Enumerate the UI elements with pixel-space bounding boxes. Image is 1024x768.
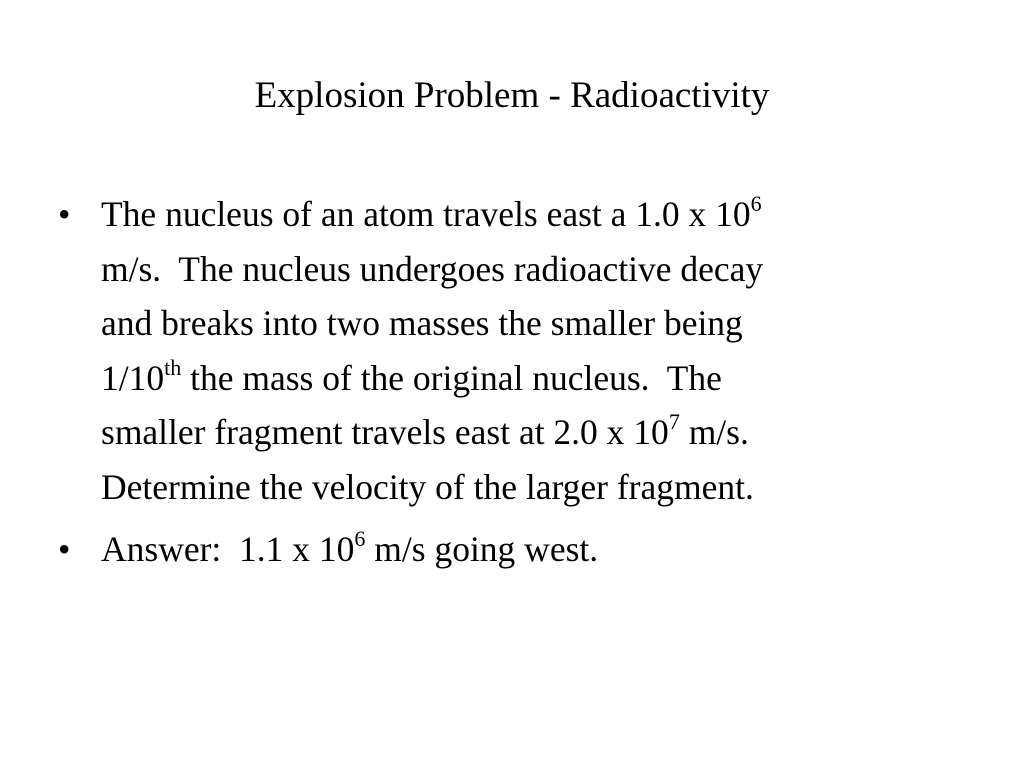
problem-line-4-text: the mass of the original nucleus. The <box>181 357 722 398</box>
exponent-6: 6 <box>750 191 762 217</box>
problem-line-4 <box>101 351 958 406</box>
exponent-7: 7 <box>668 409 680 435</box>
problem-line-6: Determine the velocity of the larger fragment. <box>101 466 754 507</box>
bullet-icon: • <box>58 194 71 234</box>
problem-line-3: and breaks into two masses the smaller being <box>101 303 743 343</box>
problem-bullet <box>58 187 958 514</box>
answer-text: Answer: 1.1 x 10 <box>101 529 355 569</box>
slide-title: Explosion Problem - Radioactivity <box>254 75 770 116</box>
problem-line-2: m/s. The nucleus undergoes radioactive decay <box>101 248 764 289</box>
problem-line-1 <box>101 187 958 242</box>
problem-line-4-fraction: 1/10 <box>101 357 165 398</box>
problem-line-5-text: smaller fragment travels east at 2.0 x 10 <box>101 412 669 452</box>
answer-unit-direction: m/s going west. <box>365 529 599 569</box>
answer-bullet <box>58 522 958 577</box>
ordinal-suffix-th: th <box>164 354 182 380</box>
problem-line-5-unit: m/s. <box>679 412 749 452</box>
answer-exponent-6: 6 <box>354 526 366 552</box>
bullet-icon: • <box>58 529 71 569</box>
problem-line-1-text: The nucleus of an atom travels east a 1.0 x 10 <box>101 194 751 234</box>
answer-line <box>101 522 958 577</box>
bullet-list <box>58 187 958 585</box>
problem-line-5 <box>101 405 958 460</box>
